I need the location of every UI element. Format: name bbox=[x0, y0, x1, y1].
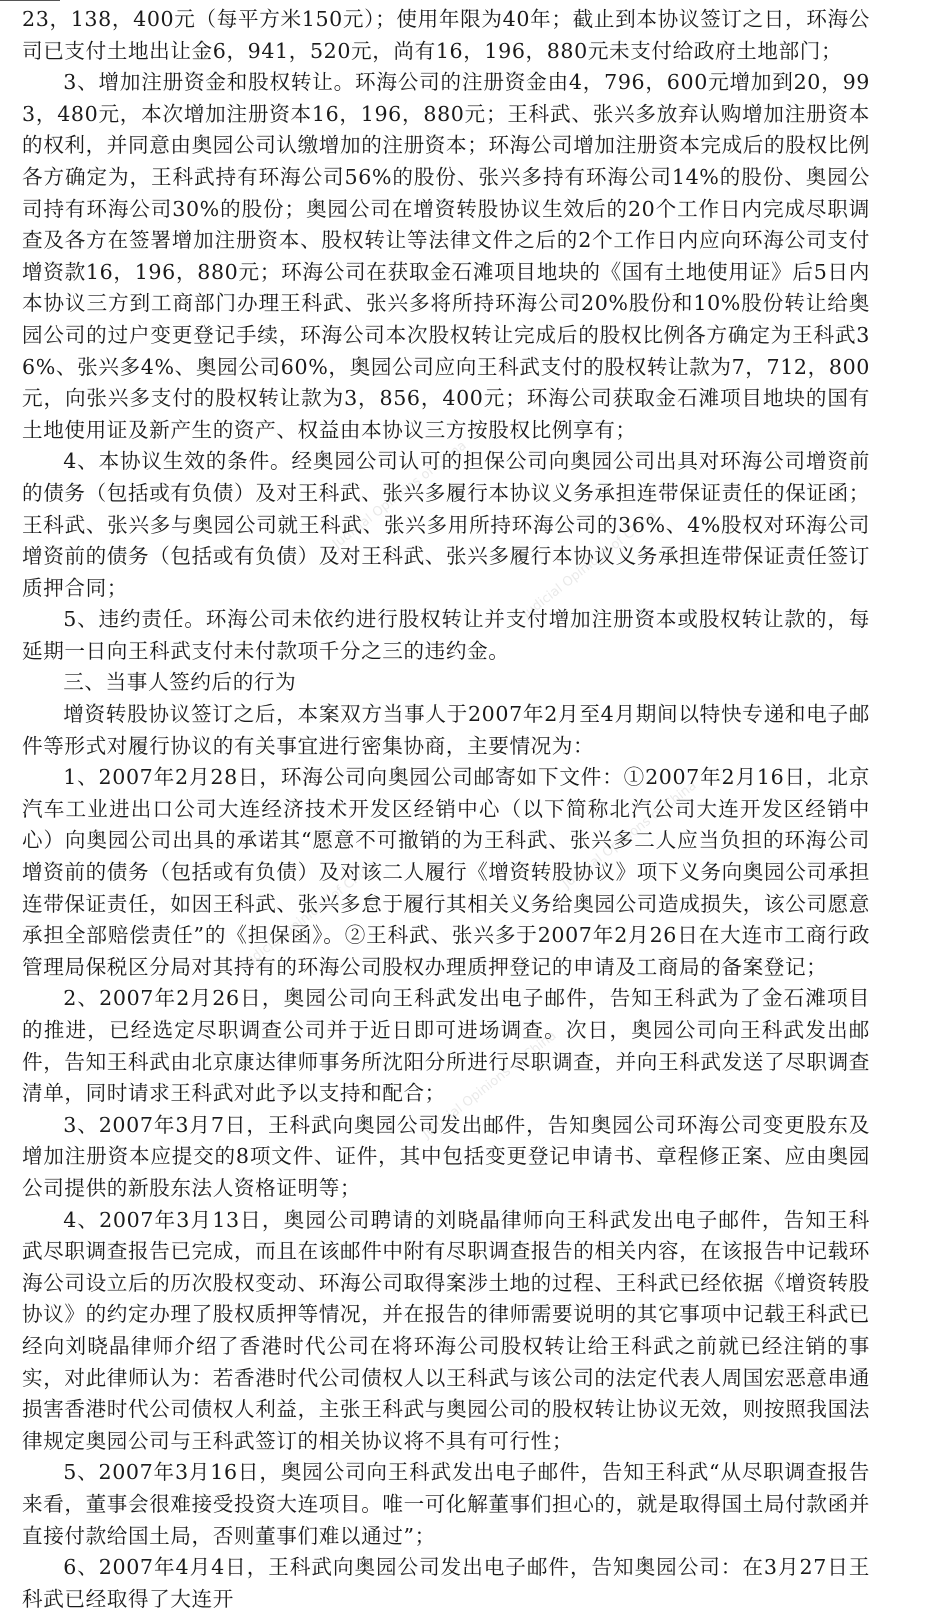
paragraph-item-6: 6、2007年4月4日，王科武向奥园公司发出电子邮件，告知奥园公司：在3月27日王科武已经取得了大连开 bbox=[22, 1555, 870, 1611]
paragraph-negotiation-intro: 增资转股协议签订之后，本案双方当事人于2007年2月至4月期间以特快专递和电子邮件等形式对履行协议的有关事宜进行密集协商，主要情况为： bbox=[22, 702, 870, 758]
watermark-stamp: Judicial Opinions of China bbox=[520, 508, 660, 622]
watermark-stamp: Judicial Opinions of China bbox=[330, 438, 470, 552]
section-heading-post-signing: 三、当事人签约后的行为 bbox=[63, 670, 297, 695]
watermark-stamp: Judicial Opinions of China bbox=[560, 778, 700, 892]
paragraph-item-5: 5、2007年3月16日，奥园公司向王科武发出电子邮件，告知王科武“从尽职调查报告来看，董事会很难接受投资大连项目。唯一可化解董事们担心的，就是取得国土局付款函并直接付款给国土局，否则董事们难以通过”； bbox=[22, 1460, 870, 1548]
paragraph-land-fee: 23，138，400元（每平方米150元）；使用年限为40年；截止到本协议签订之日，环海公司已支付土地出让金6，941，520元，尚有16，196，880元未支付给政府土地部门； bbox=[22, 7, 870, 63]
watermark-stamp: Judicial Opinions of China bbox=[240, 858, 380, 972]
top-edge-mark bbox=[0, 0, 60, 2]
watermark-stamp: Judicial Opinions of China bbox=[420, 1028, 560, 1142]
paragraph-item-1: 1、2007年2月28日，环海公司向奥园公司邮寄如下文件：①2007年2月16日，北京汽车工业进出口公司大连经济技术开发区经销中心（以下简称北汽公司大连开发区经销中心）向奥园公司出具的承诺其“愿意不可撤销的为王科武、张兴多二人应当负担的环海公司增资前的债务（包括或有负债）及对该二人履行《增资转股协议》项下义务向奥园公司承担连带保证责任，如因王科武、张兴多怠于履行其相关义务给奥园公司造成损失，该公司愿意承担全部赔偿责任”的《担保函》。②王科武、张兴多于2007年2月26日在大连市工商行政管理局保税区分局对其持有的环海公司股权办理质押登记的申请及工商局的备案登记； bbox=[22, 765, 870, 979]
paragraph-item-4: 4、2007年3月13日，奥园公司聘请的刘晓晶律师向王科武发出电子邮件，告知王科武尽职调查报告已完成，而且在该邮件中附有尽职调查报告的相关内容，在该报告中记载环海公司设立后的历次股权变动、环海公司取得案涉土地的过程、王科武已经依据《增资转股协议》的约定办理了股权质押等情况，并在报告的律师需要说明的其它事项中记载王科武已经向刘晓晶律师介绍了香港时代公司在将环海公司股权转让给王科武之前就已经注销的事实，对此律师认为：若香港时代公司债权人以王科武与该公司的法定代表人周国宏恶意串通损害香港时代公司债权人利益，主张王科武与奥园公司的股权转让协议无效，则按照我国法律规定奥园公司与王科武签订的相关协议将不具有可行性； bbox=[22, 1207, 870, 1453]
paragraph-item-2: 2、2007年2月26日，奥园公司向王科武发出电子邮件，告知王科武为了金石滩项目的推进，已经选定尽职调查公司并于近日即可进场调查。次日，奥园公司向王科武发出邮件，告知王科武由北京康达律师事务所沈阳分所进行尽职调查，并向王科武发送了尽职调查清单，同时请求王科武对此予以支持和配合； bbox=[22, 986, 870, 1106]
paragraph-item-3: 3、2007年3月7日，王科武向奥园公司发出邮件，告知奥园公司环海公司变更股东及增加注册资本应提交的8项文件、证件，其中包括变更登记申请书、章程修正案、应由奥园公司提供的新股东法人资格证明等； bbox=[22, 1112, 870, 1200]
paragraph-clause-3-capital-increase: 3、增加注册资金和股权转让。环海公司的注册资金由4，796，600元增加到20，993，480元，本次增加注册资本16，196，880元；王科武、张兴多放弃认购增加注册资本的权利，并同意由奥园公司认缴增加的注册资本；环海公司增加注册资本完成后的股权比例各方确定为，王科武持有环海公司56%的股份、张兴多持有环海公司14%的股份、奥园公司持有环海公司30%的股份；奥园公司在增资转股协议生效后的20个工作日内完成尽职调查及各方在签署增加注册资本、股权转让等法律文件之后的2个工作日内应向环海公司支付增资款16，196，880元；环海公司在获取金石滩项目地块的《国有土地使用证》后5日内本协议三方到工商部门办理王科武、张兴多将所持环海公司20%股份和10%股份转让给奥园公司的过户变更登记手续，环海公司本次股权转让完成后的股权比例各方确定为王科武36%、张兴多4%、奥园公司60%，奥园公司应向王科武支付的股权转让款为7，712，800元，向张兴多支付的股权转让款为3，856，400元；环海公司获取金石滩项目地块的国有土地使用证及新产生的资产、权益由本协议三方按股权比例享有； bbox=[22, 70, 870, 442]
paragraph-clause-4-effective-conditions: 4、本协议生效的条件。经奥园公司认可的担保公司向奥园公司出具对环海公司增资前的债务（包括或有负债）及对王科武、张兴多履行本协议义务承担连带保证责任的保证函；王科武、张兴多与奥园公司就王科武、张兴多用所持环海公司的36%、4%股权对环海公司增资前的债务（包括或有负债）及对王科武、张兴多履行本协议义务承担连带保证责任签订质押合同； bbox=[22, 449, 870, 600]
paragraph-clause-5-liability: 5、违约责任。环海公司未依约进行股权转让并支付增加注册资本或股权转让款的，每延期一日向王科武支付未付款项千分之三的违约金。 bbox=[22, 607, 870, 663]
